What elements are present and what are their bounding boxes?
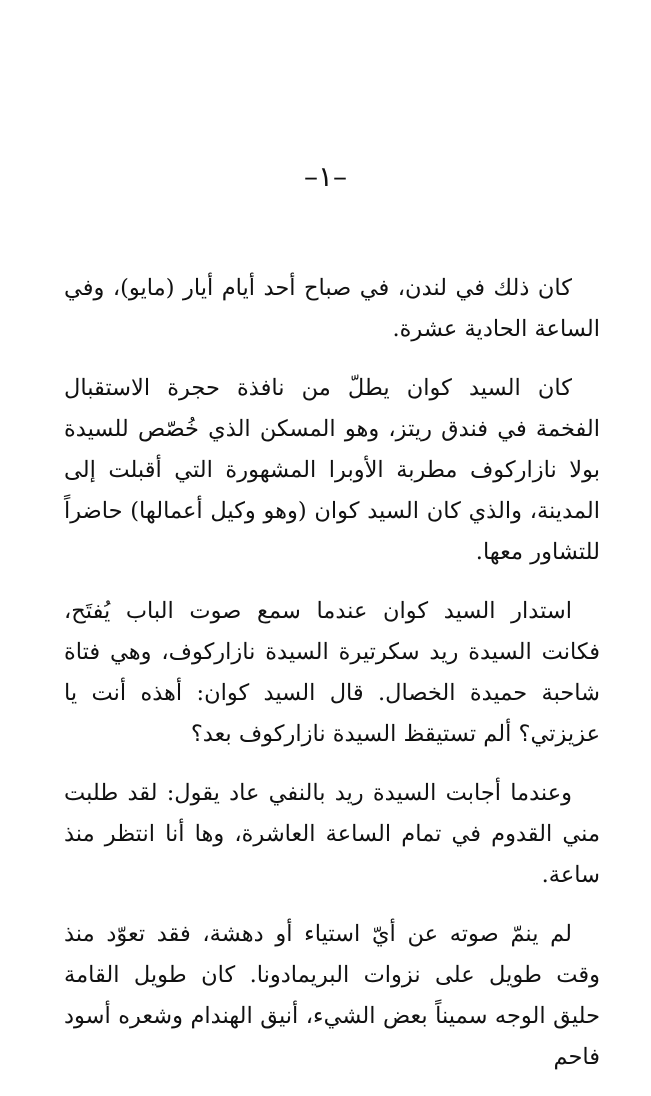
- chapter-number: –١–: [303, 160, 348, 193]
- paragraph-4: وعندما أجابت السيدة ريد بالنفي عاد يقول: لقد طلبت مني القدوم في تمام الساعة العاشرة، وها أنا انتظر منذ ساعة.: [64, 780, 600, 888]
- paragraph-2: كان السيد كوان يطلّ من نافذة حجرة الاستقبال الفخمة في فندق ريتز، وهو المسكن الذي خُصّص للسيدة بولا نازاركوف مطربة الأوبرا المشهورة التي أقبلت إلى المدينة، والذي كان السيد كوان (وهو وكيل أعمالها) حاضراً للتشاور معها.: [64, 375, 600, 565]
- paragraph-5: لم ينمّ صوته عن أيّ استياء أو دهشة، فقد تعوّد منذ وقت طويل على نزوات البريمادونا. كان طويل القامة حليق الوجه سميناً بعض الشيء، أنيق الهندام وشعره أسود فاحم: [64, 921, 600, 1070]
- body-text: [64, 268, 600, 1096]
- paragraph-1: كان ذلك في لندن، في صباح أحد أيام أيار (مايو)، وفي الساعة الحادية عشرة.: [64, 275, 600, 342]
- paragraph-3: استدار السيد كوان عندما سمع صوت الباب يُفتَح، فكانت السيدة ريد سكرتيرة السيدة نازاركوف، وهي فتاة شاحبة حميدة الخصال. قال السيد كوان: أهذه أنت يا عزيزتي؟ ألم تستيقظ السيدة نازاركوف بعد؟: [64, 598, 600, 747]
